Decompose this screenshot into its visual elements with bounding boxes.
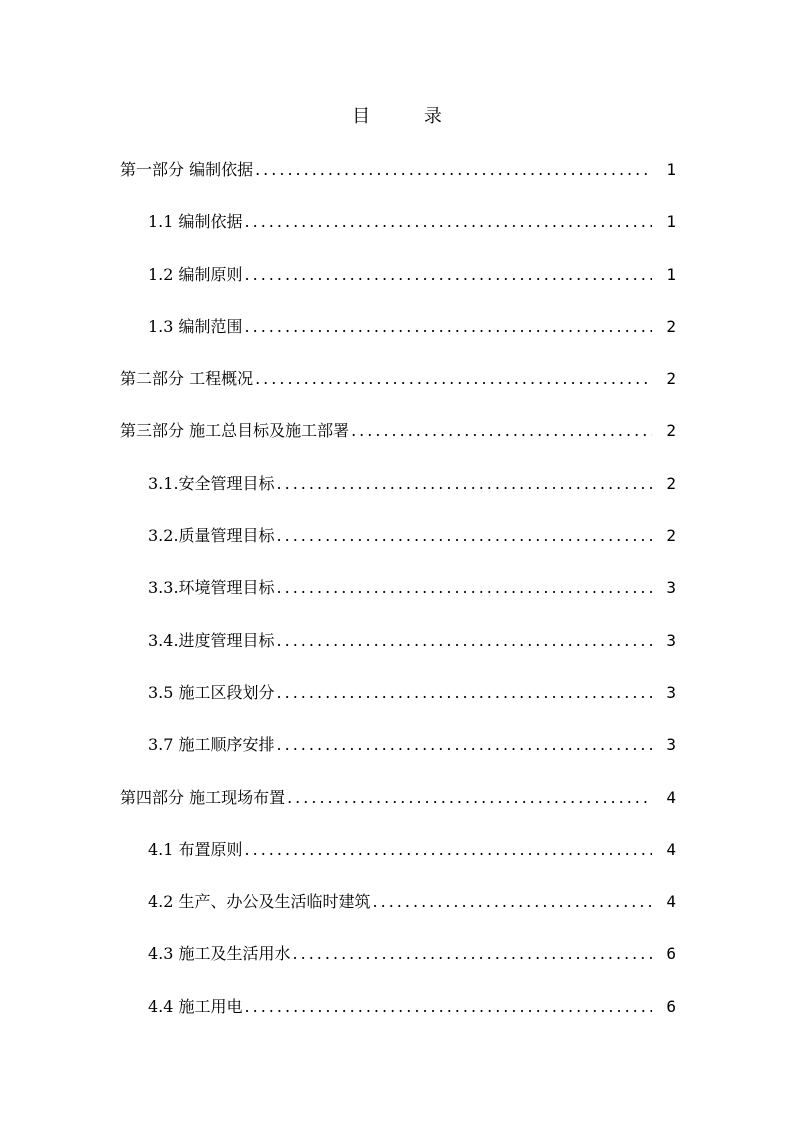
toc-entry[interactable] [120,574,676,626]
toc-entry-label: 3.1.安全管理目标 [148,473,275,493]
toc-dot-leader [351,417,652,445]
toc-entry-page-number: 2 [666,421,676,441]
toc-dot-leader [245,836,652,864]
toc-entry-page-number: 2 [666,316,676,336]
toc-entry-page-number: 2 [666,526,676,546]
toc-entry-label: 4.1 布置原则 [148,839,243,859]
toc-dot-leader [277,470,652,498]
toc-entry-page-number: 4 [666,787,676,807]
toc-dot-leader [277,522,652,550]
toc-entry-page-number: 3 [666,578,676,598]
toc-dot-leader [277,574,652,602]
toc-entry-page-number: 4 [666,892,676,912]
toc-entry-label: 第四部分 施工现场布置 [120,787,286,807]
toc-entry[interactable] [120,261,676,313]
toc-list [120,156,676,1045]
toc-entry[interactable] [120,417,676,469]
toc-entry-page-number: 3 [666,735,676,755]
toc-entry-page-number: 2 [666,473,676,493]
toc-dot-leader [245,993,652,1021]
toc-entry-label: 1.2 编制原则 [148,264,243,284]
toc-dot-leader [287,784,652,812]
toc-entry[interactable] [120,993,676,1045]
toc-entry-label: 第二部分 工程概况 [120,369,254,389]
toc-entry-page-number: 6 [666,996,676,1016]
toc-entry[interactable] [120,731,676,783]
toc-entry-label: 1.3 编制范围 [148,316,243,336]
toc-entry-label: 4.4 施工用电 [148,996,243,1016]
toc-entry-label: 第一部分 编制依据 [120,160,254,179]
toc-dot-leader [373,888,652,916]
toc-entry[interactable] [120,940,676,992]
toc-entry[interactable] [120,156,676,208]
toc-entry[interactable] [120,836,676,888]
toc-dot-leader [293,940,652,968]
toc-dot-leader [245,261,652,289]
toc-entry-label: 3.3.环境管理目标 [148,578,275,598]
toc-entry[interactable] [120,208,676,260]
toc-dot-leader [245,313,652,341]
toc-entry[interactable] [120,470,676,522]
toc-dot-leader [255,156,652,184]
toc-entry[interactable] [120,679,676,731]
toc-entry-label: 第三部分 施工总目标及施工部署 [120,421,350,441]
toc-entry-label: 1.1 编制依据 [148,212,243,232]
toc-entry-page-number: 2 [666,369,676,389]
toc-entry-label: 3.5 施工区段划分 [148,682,275,702]
toc-entry[interactable] [120,522,676,574]
toc-entry-label: 3.4.进度管理目标 [148,630,275,650]
toc-dot-leader [277,679,652,707]
toc-dot-leader [255,365,652,393]
toc-entry[interactable] [120,784,676,836]
toc-dot-leader [245,208,652,236]
toc-entry-label: 3.2.质量管理目标 [148,526,275,546]
toc-entry-label: 3.7 施工顺序安排 [148,735,275,755]
toc-dot-leader [277,627,652,655]
toc-title: 目 录 [352,106,466,127]
toc-entry-label: 4.2 生产、办公及生活临时建筑 [148,892,371,912]
toc-entry[interactable] [120,313,676,365]
toc-entry[interactable] [120,888,676,940]
toc-entry[interactable] [120,627,676,679]
toc-entry-label: 4.3 施工及生活用水 [148,944,291,964]
toc-entry-page-number: 3 [666,682,676,702]
toc-entry[interactable] [120,365,676,417]
toc-entry-page-number: 1 [666,264,676,284]
toc-entry-page-number: 3 [666,630,676,650]
toc-entry-page-number: 4 [666,839,676,859]
toc-entry-page-number: 6 [666,944,676,964]
toc-dot-leader [277,731,652,759]
toc-entry-page-number: 1 [666,160,676,179]
toc-entry-page-number: 1 [666,212,676,232]
